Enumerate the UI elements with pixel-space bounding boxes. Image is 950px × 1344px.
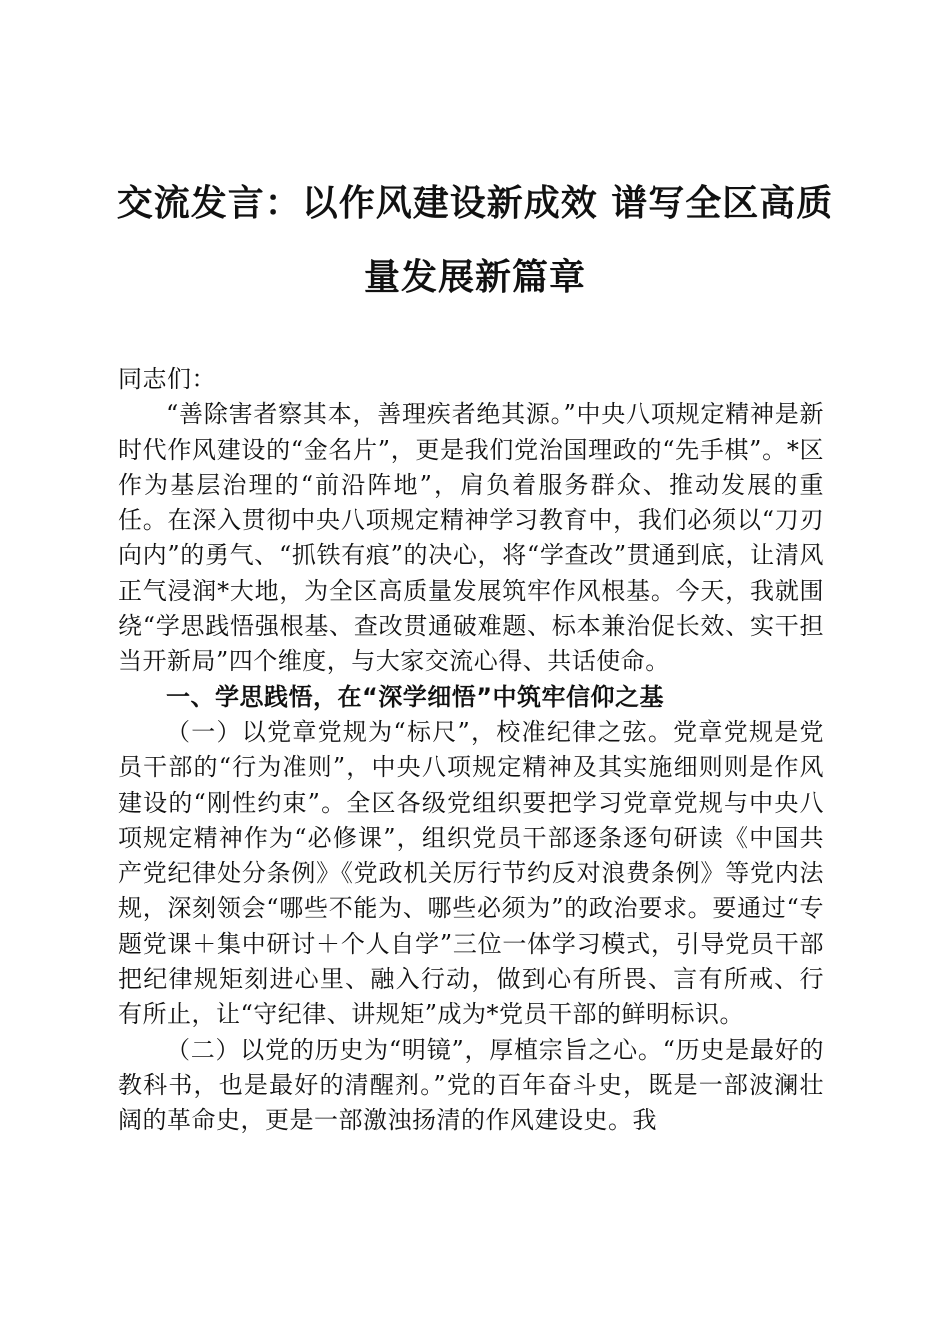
salutation: 同志们： bbox=[118, 365, 216, 393]
section-item-paragraph: （二）以党的历史为“明镜”，厚植宗旨之心。“历史是最好的教科书，也是最好的清醒剂。”党的百年奋斗史，既是一部波澜壮阔的革命史，更是一部激浊扬清的作风建设史。我 bbox=[118, 1035, 824, 1135]
intro-paragraph: “善除害者察其本，善理疾者绝其源。”中央八项规定精神是新时代作风建设的“金名片”，更是我们党治国理政的“先手棋”。*区作为基层治理的“前沿阵地”，肩负着服务群众、推动发展的重任。在深入贯彻中央八项规定精神学习教育中，我们必须以“刀刃向内”的勇气、“抓铁有痕”的决心，将“学查改”贯通到底，让清风正气浸润*大地，为全区高质量发展筑牢作风根基。今天，我就围绕“学思践悟强根基、查改贯通破难题、标本兼治促长效、实干担当开新局”四个维度，与大家交流心得、共话使命。 bbox=[118, 400, 824, 676]
document-body bbox=[118, 362, 824, 1139]
document-title: 交流发言：以作风建设新成效 谱写全区高质量发展新篇章 bbox=[116, 182, 834, 298]
section-heading: 一、学思践悟，在“深学细悟”中筑牢信仰之基 bbox=[166, 682, 665, 711]
section-item-paragraph: （一）以党章党规为“标尺”，校准纪律之弦。党章党规是党员干部的“行为准则”，中央八项规定精神及其实施细则则是作风建设的“刚性约束”。全区各级党组织要把学习党章党规与中央八项规定精神作为“必修课”，组织党员干部逐条逐句研读《中国共产党纪律处分条例》《党政机关厉行节约反对浪费条例》等党内法规，深刻领会“哪些不能为、哪些必须为”的政治要求。要通过“专题党课＋集中研讨＋个人自学”三位一体学习模式，引导党员干部把纪律规矩刻进心里、融入行动，做到心有所畏、言有所戒、行有所止，让“守纪律、讲规矩”成为*党员干部的鲜明标识。 bbox=[118, 717, 824, 1029]
